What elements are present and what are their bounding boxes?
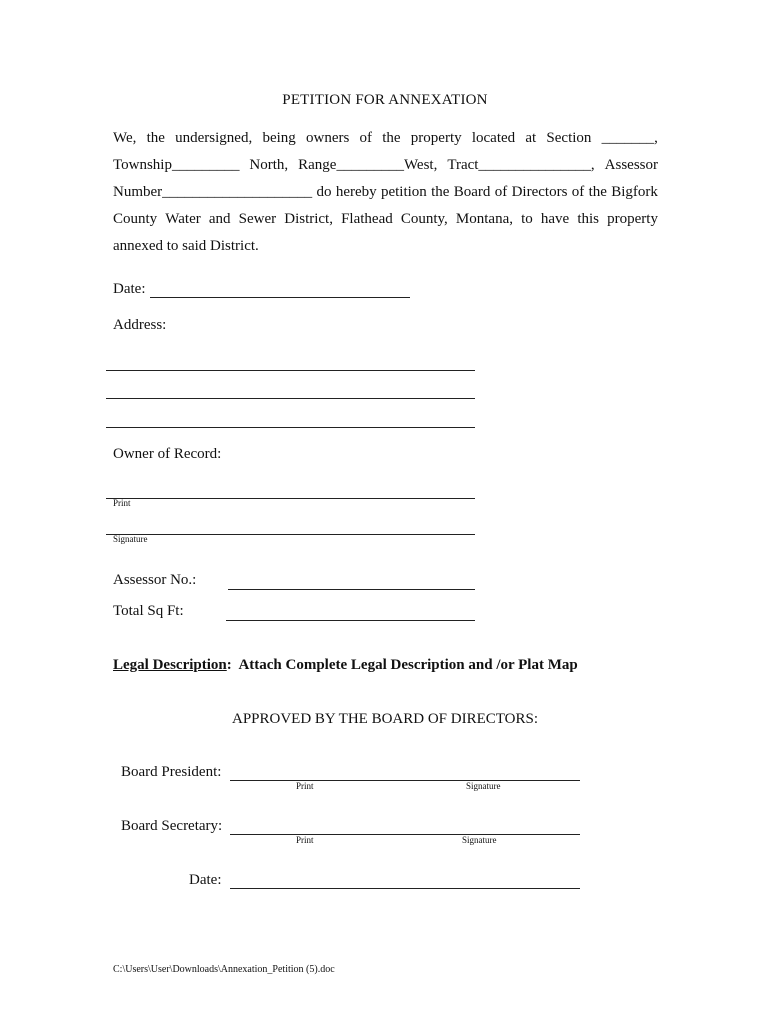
paragraph-word: Number____________________: [113, 184, 313, 200]
paragraph-word: Township_________: [113, 157, 240, 173]
paragraph-word: North,: [249, 157, 289, 173]
paragraph-word: Assessor: [604, 157, 658, 173]
paragraph-word: at: [525, 130, 537, 146]
paragraph-word: petition: [380, 184, 427, 200]
owner-signature-caption: Signature: [113, 534, 148, 544]
file-path-footer: C:\Users\User\Downloads\Annexation_Petition (5).doc: [113, 964, 335, 975]
paragraph-word: Montana,: [455, 211, 513, 227]
total-sqft-label: Total Sq Ft:: [113, 603, 184, 619]
paragraph-word: County,: [400, 211, 448, 227]
secretary-print-caption: Print: [296, 835, 314, 845]
paragraph-word: We,: [113, 130, 137, 146]
legal-description-text: Attach Complete Legal Description and /or Plat Map: [238, 657, 578, 673]
paragraph-word: hereby: [335, 184, 377, 200]
owner-print-line[interactable]: [106, 498, 475, 499]
paragraph-line-2: [113, 152, 658, 179]
paragraph-word: of: [494, 184, 508, 200]
approval-heading: APPROVED BY THE BOARD OF DIRECTORS:: [231, 711, 539, 727]
owner-signature-line[interactable]: [106, 534, 475, 535]
legal-description-colon: :: [226, 657, 232, 673]
legal-description: [113, 657, 578, 674]
paragraph-word: Flathead: [341, 211, 393, 227]
board-president-label: Board President:: [121, 764, 222, 780]
paragraph-word: _______,: [601, 130, 658, 146]
paragraph-word: Directors: [511, 184, 568, 200]
paragraph-word: Board: [453, 184, 491, 200]
legal-description-label: Legal Description: [113, 657, 227, 673]
owner-print-caption: Print: [113, 498, 131, 508]
total-sqft-line[interactable]: [226, 620, 475, 621]
date-field-line[interactable]: [150, 297, 410, 298]
address-label: Address:: [113, 317, 167, 333]
paragraph-word: Water: [165, 211, 201, 227]
paragraph-word: of: [571, 184, 585, 200]
paragraph-word: the: [146, 130, 165, 146]
page-title: PETITION FOR ANNEXATION: [282, 92, 488, 108]
paragraph-word: of: [359, 130, 373, 146]
paragraph-word: property: [607, 211, 658, 227]
board-secretary-label: Board Secretary:: [121, 818, 223, 834]
paragraph-word: undersigned,: [175, 130, 253, 146]
date-label: Date:: [113, 281, 146, 297]
board-secretary-line[interactable]: [230, 834, 580, 835]
paragraph-line-1: [113, 125, 658, 152]
board-president-line[interactable]: [230, 780, 580, 781]
paragraph-word: Bigfork: [611, 184, 658, 200]
paragraph-word: County: [113, 211, 158, 227]
paragraph-word: the: [431, 184, 450, 200]
paragraph-line-3: [113, 179, 658, 206]
paragraph-line-4: [113, 206, 658, 233]
address-line-2[interactable]: [106, 398, 475, 399]
president-print-caption: Print: [296, 781, 314, 791]
address-line-1[interactable]: [106, 370, 475, 371]
assessor-number-label: Assessor No.:: [113, 572, 197, 588]
paragraph-word: and: [208, 211, 231, 227]
president-signature-caption: Signature: [466, 781, 501, 791]
assessor-number-line[interactable]: [228, 589, 475, 590]
paragraph-word: property: [410, 130, 462, 146]
paragraph-word: owners: [305, 130, 350, 146]
paragraph-word: Sewer: [238, 211, 277, 227]
paragraph-word: this: [577, 211, 600, 227]
paragraph-word: District,: [284, 211, 333, 227]
paragraph-word: Section: [546, 130, 592, 146]
owner-of-record-label: Owner of Record:: [113, 446, 222, 462]
approval-date-line[interactable]: [230, 888, 580, 889]
paragraph-word: being: [262, 130, 296, 146]
paragraph-line-5: annexed to said District.: [113, 238, 259, 254]
address-line-3[interactable]: [106, 427, 475, 428]
paragraph-word: the: [588, 184, 607, 200]
paragraph-word: located: [471, 130, 516, 146]
paragraph-word: have: [540, 211, 570, 227]
secretary-signature-caption: Signature: [462, 835, 497, 845]
paragraph-word: to: [521, 211, 533, 227]
approval-date-label: Date:: [189, 872, 222, 888]
paragraph-word: do: [316, 184, 332, 200]
paragraph-word: Tract_______________,: [447, 157, 595, 173]
paragraph-word: Range_________West,: [298, 157, 438, 173]
paragraph-word: the: [382, 130, 401, 146]
